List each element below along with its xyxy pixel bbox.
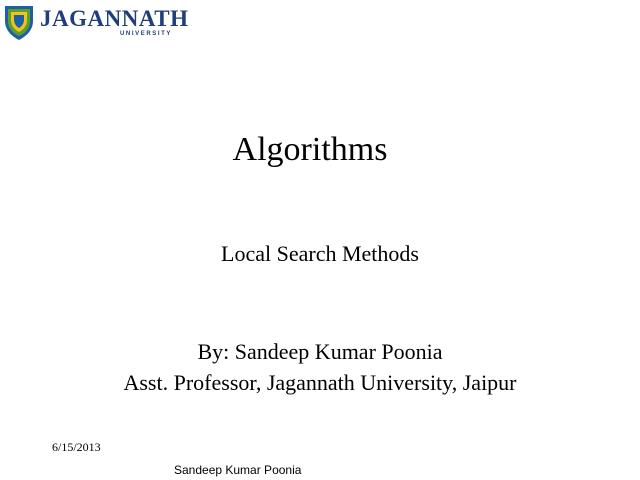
logo-wordmark: JAGANNATH	[40, 6, 189, 31]
affiliation-line: Asst. Professor, Jagannath University, Jaipur	[123, 370, 517, 395]
shield-icon	[2, 3, 36, 41]
author-line: By: Sandeep Kumar Poonia	[197, 339, 443, 364]
slide-subtitle: Local Search Methods	[221, 241, 419, 266]
university-logo	[2, 3, 189, 43]
slide-date: 6/15/2013	[52, 440, 101, 454]
slide-title: Algorithms	[232, 131, 388, 168]
slide-footer: Sandeep Kumar Poonia	[174, 463, 302, 477]
logo-subtext: UNIVERSITY	[120, 31, 173, 37]
